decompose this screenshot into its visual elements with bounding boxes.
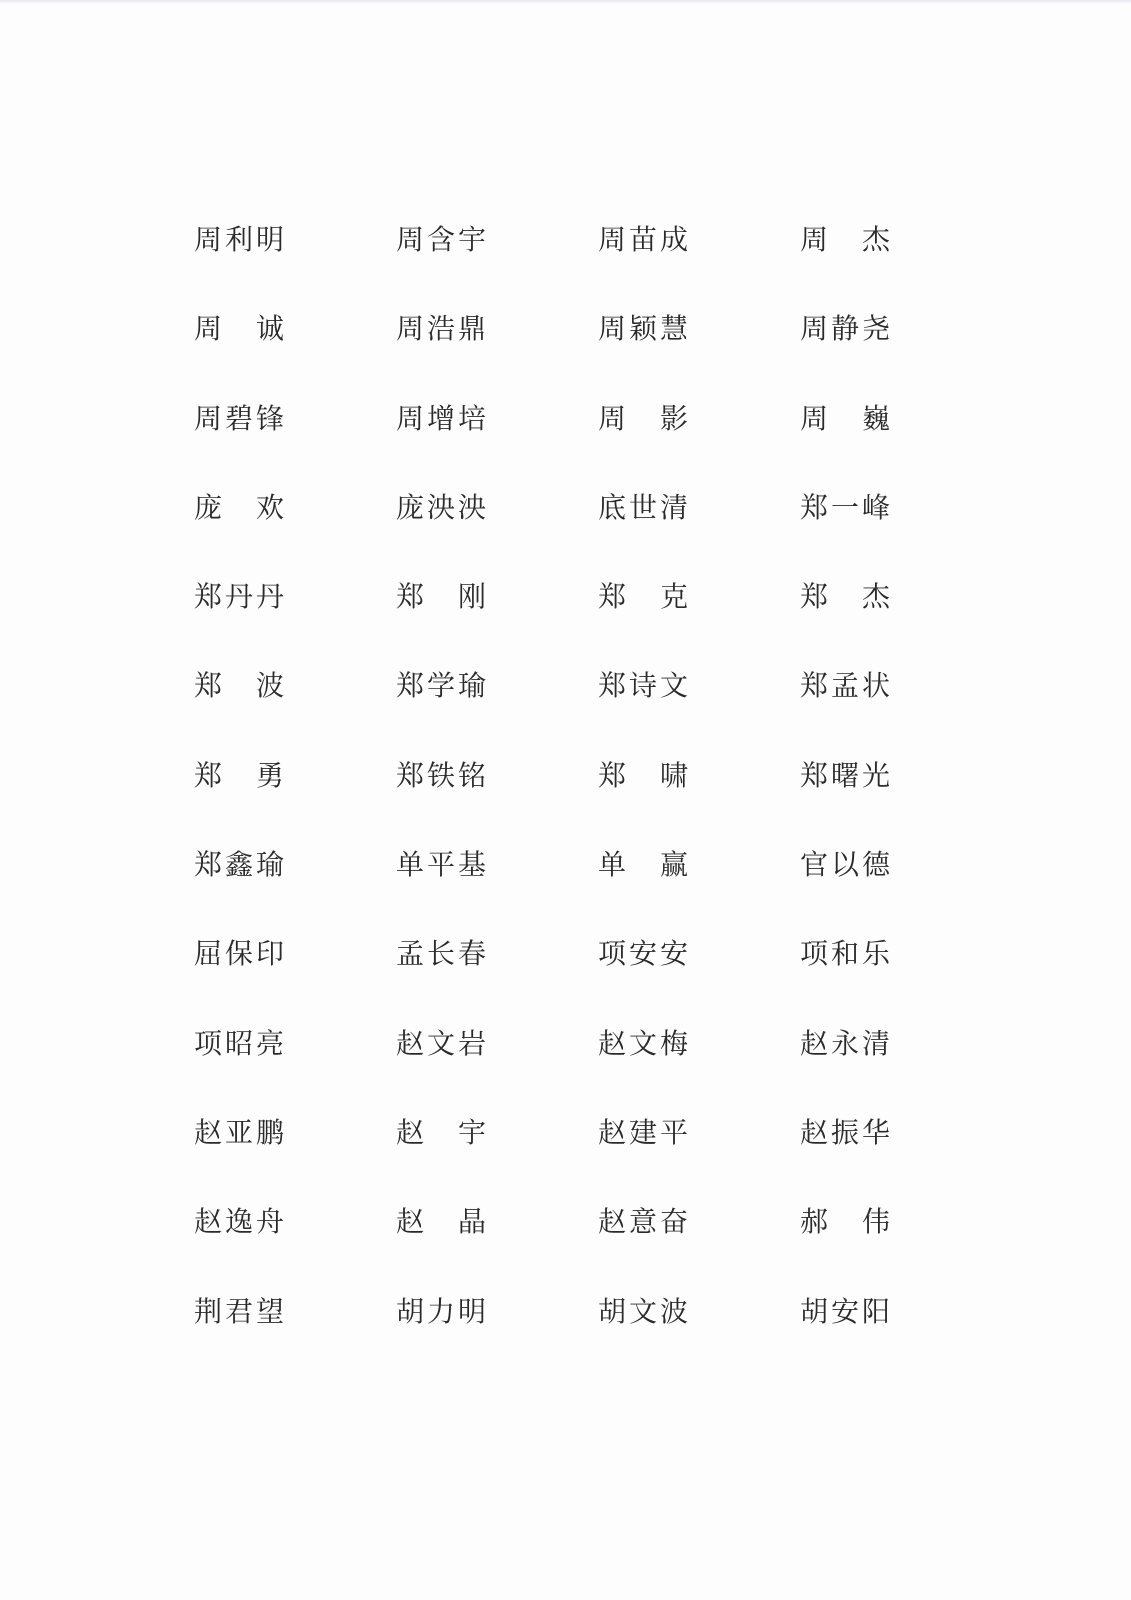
name-entry bbox=[597, 490, 689, 526]
name-char: 赢 bbox=[659, 848, 688, 882]
name-char: 郑 bbox=[193, 580, 222, 614]
name-char: 峰 bbox=[861, 490, 890, 524]
name-char: 和 bbox=[830, 937, 859, 971]
name-char: 铁 bbox=[426, 758, 455, 792]
name-entry bbox=[799, 490, 891, 526]
name-char: 一 bbox=[830, 490, 859, 524]
name-char: 浩 bbox=[426, 312, 455, 346]
name-char: 郑 bbox=[395, 758, 424, 792]
name-entry bbox=[395, 936, 487, 972]
name-entry bbox=[193, 579, 285, 615]
name-char: 胡 bbox=[395, 1294, 424, 1328]
name-char: 力 bbox=[426, 1294, 455, 1328]
name-char: 赵 bbox=[597, 1115, 626, 1149]
name-char: 周 bbox=[597, 312, 626, 346]
name-char: 安 bbox=[830, 1294, 859, 1328]
name-char: 奋 bbox=[659, 1205, 688, 1239]
name-char: 克 bbox=[659, 580, 688, 614]
name-char: 昭 bbox=[224, 1026, 253, 1060]
name-char: 意 bbox=[628, 1205, 657, 1239]
name-char: 周 bbox=[193, 401, 222, 435]
name-char: 安 bbox=[628, 937, 657, 971]
name-char: 利 bbox=[224, 223, 253, 256]
name-char: 锋 bbox=[255, 401, 284, 435]
name-char: 岩 bbox=[457, 1026, 486, 1060]
name-char: 印 bbox=[255, 937, 284, 971]
name-entry bbox=[597, 401, 689, 437]
name-entry bbox=[597, 1204, 689, 1240]
name-char: 乐 bbox=[861, 937, 890, 971]
name-char: 含 bbox=[426, 223, 455, 256]
name-char: 影 bbox=[659, 401, 688, 435]
name-char: 曙 bbox=[830, 758, 859, 792]
name-char: 学 bbox=[426, 669, 455, 703]
name-entry bbox=[799, 222, 891, 258]
name-char: 周 bbox=[799, 401, 828, 435]
name-entry bbox=[799, 311, 891, 347]
name-entry bbox=[395, 847, 487, 883]
name-entry bbox=[395, 1026, 487, 1062]
name-entry bbox=[193, 847, 285, 883]
name-char: 赵 bbox=[193, 1115, 222, 1149]
name-char: 郑 bbox=[799, 758, 828, 792]
name-entry bbox=[193, 401, 285, 437]
name-char: 郑 bbox=[597, 580, 626, 614]
name-char: 周 bbox=[193, 223, 222, 256]
name-char: 项 bbox=[193, 1026, 222, 1060]
name-entry bbox=[193, 668, 285, 704]
name-char: 君 bbox=[224, 1294, 253, 1328]
name-char: 周 bbox=[799, 312, 828, 346]
name-char: 周 bbox=[193, 312, 222, 346]
name-char: 亚 bbox=[224, 1115, 253, 1149]
name-char: 碧 bbox=[224, 401, 253, 435]
name-char: 泱 bbox=[426, 490, 455, 524]
name-char: 泱 bbox=[457, 490, 486, 524]
name-char: 勇 bbox=[255, 758, 284, 792]
name-entry bbox=[193, 1026, 285, 1062]
name-char: 赵 bbox=[799, 1026, 828, 1060]
name-char: 郑 bbox=[395, 669, 424, 703]
name-char: 周 bbox=[799, 223, 828, 256]
name-entry bbox=[193, 936, 285, 972]
name-entry bbox=[597, 668, 689, 704]
name-entry bbox=[395, 758, 487, 794]
name-char: 赵 bbox=[597, 1205, 626, 1239]
name-char: 庞 bbox=[395, 490, 424, 524]
name-char: 慧 bbox=[659, 312, 688, 346]
name-char: 颖 bbox=[628, 312, 657, 346]
name-char: 静 bbox=[830, 312, 859, 346]
name-char: 文 bbox=[628, 1294, 657, 1328]
name-entry bbox=[799, 1294, 891, 1330]
name-entry bbox=[799, 847, 891, 883]
name-char: 屈 bbox=[193, 937, 222, 971]
name-char: 周 bbox=[597, 401, 626, 435]
name-char: 基 bbox=[457, 848, 486, 882]
name-entry bbox=[395, 1115, 487, 1151]
name-char: 光 bbox=[861, 758, 890, 792]
name-char: 郑 bbox=[193, 848, 222, 882]
name-char: 啸 bbox=[659, 758, 688, 792]
name-char: 郑 bbox=[395, 580, 424, 614]
name-char: 刚 bbox=[457, 580, 486, 614]
name-char: 晶 bbox=[457, 1205, 486, 1239]
name-char: 铭 bbox=[457, 758, 486, 792]
name-char: 赵 bbox=[395, 1026, 424, 1060]
name-char: 郑 bbox=[597, 758, 626, 792]
name-char: 永 bbox=[830, 1026, 859, 1060]
name-char: 阳 bbox=[861, 1294, 890, 1328]
name-char: 增 bbox=[426, 401, 455, 435]
name-char: 清 bbox=[659, 490, 688, 524]
name-char: 状 bbox=[861, 669, 890, 703]
name-char: 文 bbox=[426, 1026, 455, 1060]
name-char: 文 bbox=[628, 1026, 657, 1060]
name-entry bbox=[597, 222, 689, 258]
name-char: 郝 bbox=[799, 1205, 828, 1239]
name-char: 项 bbox=[799, 937, 828, 971]
name-char: 振 bbox=[830, 1115, 859, 1149]
name-entry bbox=[193, 311, 285, 347]
name-char: 诚 bbox=[255, 312, 284, 346]
name-char: 以 bbox=[830, 848, 859, 882]
name-entry bbox=[193, 222, 285, 258]
name-char: 单 bbox=[597, 848, 626, 882]
name-entry bbox=[395, 579, 487, 615]
name-char: 亮 bbox=[255, 1026, 284, 1060]
name-char: 郑 bbox=[193, 758, 222, 792]
name-char: 巍 bbox=[861, 401, 890, 435]
name-char: 荆 bbox=[193, 1294, 222, 1328]
name-char: 赵 bbox=[395, 1115, 424, 1149]
name-char: 波 bbox=[255, 669, 284, 703]
name-char: 培 bbox=[457, 401, 486, 435]
name-entry bbox=[395, 490, 487, 526]
name-entry bbox=[799, 1115, 891, 1151]
name-char: 平 bbox=[659, 1115, 688, 1149]
name-char: 保 bbox=[224, 937, 253, 971]
name-entry bbox=[597, 936, 689, 972]
name-char: 鼎 bbox=[457, 312, 486, 346]
name-entry bbox=[395, 668, 487, 704]
name-char: 赵 bbox=[597, 1026, 626, 1060]
name-char: 华 bbox=[861, 1115, 890, 1149]
name-char: 郑 bbox=[799, 490, 828, 524]
name-entry bbox=[395, 311, 487, 347]
name-entry bbox=[799, 668, 891, 704]
name-char: 周 bbox=[395, 223, 424, 256]
name-char: 安 bbox=[659, 937, 688, 971]
name-char: 逸 bbox=[224, 1205, 253, 1239]
name-char: 项 bbox=[597, 937, 626, 971]
name-char: 苗 bbox=[628, 223, 657, 256]
name-entry bbox=[395, 1294, 487, 1330]
name-entry bbox=[799, 1026, 891, 1062]
name-char: 梅 bbox=[659, 1026, 688, 1060]
name-char: 清 bbox=[861, 1026, 890, 1060]
name-char: 伟 bbox=[861, 1205, 890, 1239]
name-char: 孟 bbox=[395, 937, 424, 971]
name-entry bbox=[799, 1204, 891, 1240]
name-char: 胡 bbox=[799, 1294, 828, 1328]
name-char: 望 bbox=[255, 1294, 284, 1328]
name-char: 成 bbox=[659, 223, 688, 256]
name-char: 胡 bbox=[597, 1294, 626, 1328]
name-entry bbox=[597, 758, 689, 794]
name-char: 赵 bbox=[395, 1205, 424, 1239]
name-char: 鑫 bbox=[224, 848, 253, 882]
name-char: 周 bbox=[395, 401, 424, 435]
name-char: 建 bbox=[628, 1115, 657, 1149]
name-char: 明 bbox=[255, 223, 284, 256]
name-char: 底 bbox=[597, 490, 626, 524]
name-char: 丹 bbox=[224, 580, 253, 614]
name-char: 官 bbox=[799, 848, 828, 882]
name-entry bbox=[597, 1115, 689, 1151]
name-char: 舟 bbox=[255, 1205, 284, 1239]
name-char: 波 bbox=[659, 1294, 688, 1328]
name-entry bbox=[799, 579, 891, 615]
name-entry bbox=[193, 1294, 285, 1330]
name-entry bbox=[799, 758, 891, 794]
name-char: 平 bbox=[426, 848, 455, 882]
name-char: 周 bbox=[597, 223, 626, 256]
name-char: 郑 bbox=[193, 669, 222, 703]
name-entry bbox=[597, 1026, 689, 1062]
name-entry bbox=[395, 1204, 487, 1240]
name-char: 文 bbox=[659, 669, 688, 703]
name-char: 郑 bbox=[597, 669, 626, 703]
name-entry bbox=[799, 401, 891, 437]
name-char: 春 bbox=[457, 937, 486, 971]
name-list-grid bbox=[193, 222, 1001, 1383]
name-char: 尧 bbox=[861, 312, 890, 346]
name-char: 郑 bbox=[799, 580, 828, 614]
scan-edge bbox=[0, 0, 1131, 4]
name-entry bbox=[799, 936, 891, 972]
name-char: 长 bbox=[426, 937, 455, 971]
name-entry bbox=[597, 311, 689, 347]
name-char: 杰 bbox=[861, 223, 890, 256]
name-char: 赵 bbox=[799, 1115, 828, 1149]
name-char: 孟 bbox=[830, 669, 859, 703]
name-char: 庞 bbox=[193, 490, 222, 524]
name-char: 明 bbox=[457, 1294, 486, 1328]
name-char: 鹏 bbox=[255, 1115, 284, 1149]
name-char: 宇 bbox=[457, 1115, 486, 1149]
name-char: 瑜 bbox=[255, 848, 284, 882]
name-entry bbox=[597, 579, 689, 615]
name-char: 赵 bbox=[193, 1205, 222, 1239]
name-entry bbox=[597, 847, 689, 883]
name-entry bbox=[193, 758, 285, 794]
name-char: 德 bbox=[861, 848, 890, 882]
name-char: 诗 bbox=[628, 669, 657, 703]
name-char: 瑜 bbox=[457, 669, 486, 703]
name-char: 杰 bbox=[861, 580, 890, 614]
name-entry bbox=[395, 222, 487, 258]
name-char: 世 bbox=[628, 490, 657, 524]
name-char: 郑 bbox=[799, 669, 828, 703]
name-entry bbox=[597, 1294, 689, 1330]
name-entry bbox=[193, 490, 285, 526]
name-entry bbox=[193, 1204, 285, 1240]
name-char: 周 bbox=[395, 312, 424, 346]
name-entry bbox=[193, 1115, 285, 1151]
name-char: 丹 bbox=[255, 580, 284, 614]
name-char: 宇 bbox=[457, 223, 486, 256]
name-entry bbox=[395, 401, 487, 437]
name-char: 单 bbox=[395, 848, 424, 882]
name-char: 欢 bbox=[255, 490, 284, 524]
